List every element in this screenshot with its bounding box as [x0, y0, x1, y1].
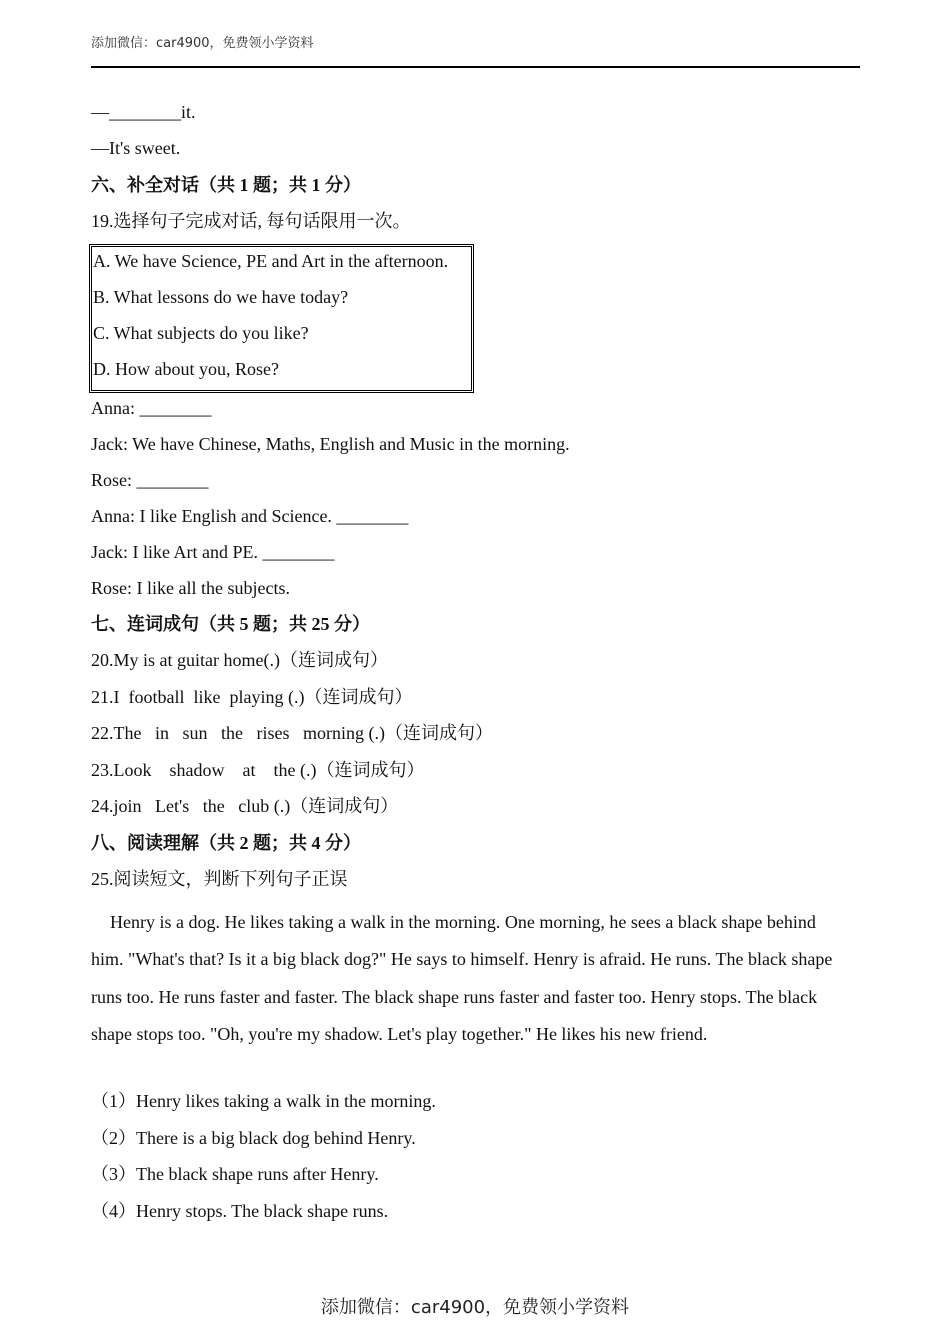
- section8-title: 八、阅读理解（共 2 题；共 4 分）: [91, 833, 361, 853]
- option-b: B. What lessons do we have today?: [93, 287, 349, 307]
- reading-passage: Henry is a dog. He likes taking a walk in the morning. One morning, he sees a black shape behind him. "What's that? Is it a big black dog?" He says to himself. Henry is afraid. He runs. The black shape runs too. He runs faster and faster. The black shape runs faster and faster too. Henry stops. The black shape stops too. "Oh, you're my shadow. Let's play together." He likes his new friend.: [91, 912, 833, 1044]
- dialogue-line: Anna: ________: [91, 398, 212, 418]
- answer-blank-line: —________it.: [91, 102, 196, 122]
- question-19: 19.选择句子完成对话, 每句话限用一次。: [91, 211, 411, 231]
- option-a: A. We have Science, PE and Art in the afternoon.: [93, 251, 449, 271]
- statement-1: （1）Henry likes taking a walk in the morning.: [91, 1091, 436, 1111]
- question-25: 25.阅读短文，判断下列句子正误: [91, 869, 348, 889]
- option-d: D. How about you, Rose?: [93, 359, 279, 379]
- page-header-note: 添加微信：car4900，免费领小学资料: [91, 36, 314, 51]
- dialogue-line: Rose: ________: [91, 470, 209, 490]
- page-footer-note: 添加微信：car4900，免费领小学资料: [320, 1297, 630, 1318]
- question-20: 20.My is at guitar home(.)（连词成句）: [91, 650, 388, 670]
- option-c: C. What subjects do you like?: [93, 323, 309, 343]
- statement-2: （2）There is a big black dog behind Henry.: [91, 1128, 416, 1148]
- section7-title: 七、连词成句（共 5 题；共 25 分）: [91, 614, 370, 634]
- dialogue-line: Jack: I like Art and PE. ________: [91, 542, 335, 562]
- dialogue-line: Rose: I like all the subjects.: [91, 578, 290, 598]
- dialogue-line: Anna: I like English and Science. ________: [91, 506, 409, 526]
- question-22: 22.The in sun the rises morning (.)（连词成句）: [91, 723, 493, 743]
- dialogue-line: Jack: We have Chinese, Maths, English and Music in the morning.: [91, 434, 570, 454]
- answer-line: —It's sweet.: [91, 138, 181, 158]
- statement-4: （4）Henry stops. The black shape runs.: [91, 1201, 389, 1221]
- header-divider: [91, 66, 860, 68]
- statement-3: （3）The black shape runs after Henry.: [91, 1164, 379, 1184]
- question-21: 21.I football like playing (.)（连词成句）: [91, 687, 413, 707]
- question-24: 24.join Let's the club (.)（连词成句）: [91, 796, 399, 816]
- question-23: 23.Look shadow at the (.)（连词成句）: [91, 760, 425, 780]
- section6-title: 六、补全对话（共 1 题；共 1 分）: [91, 175, 361, 195]
